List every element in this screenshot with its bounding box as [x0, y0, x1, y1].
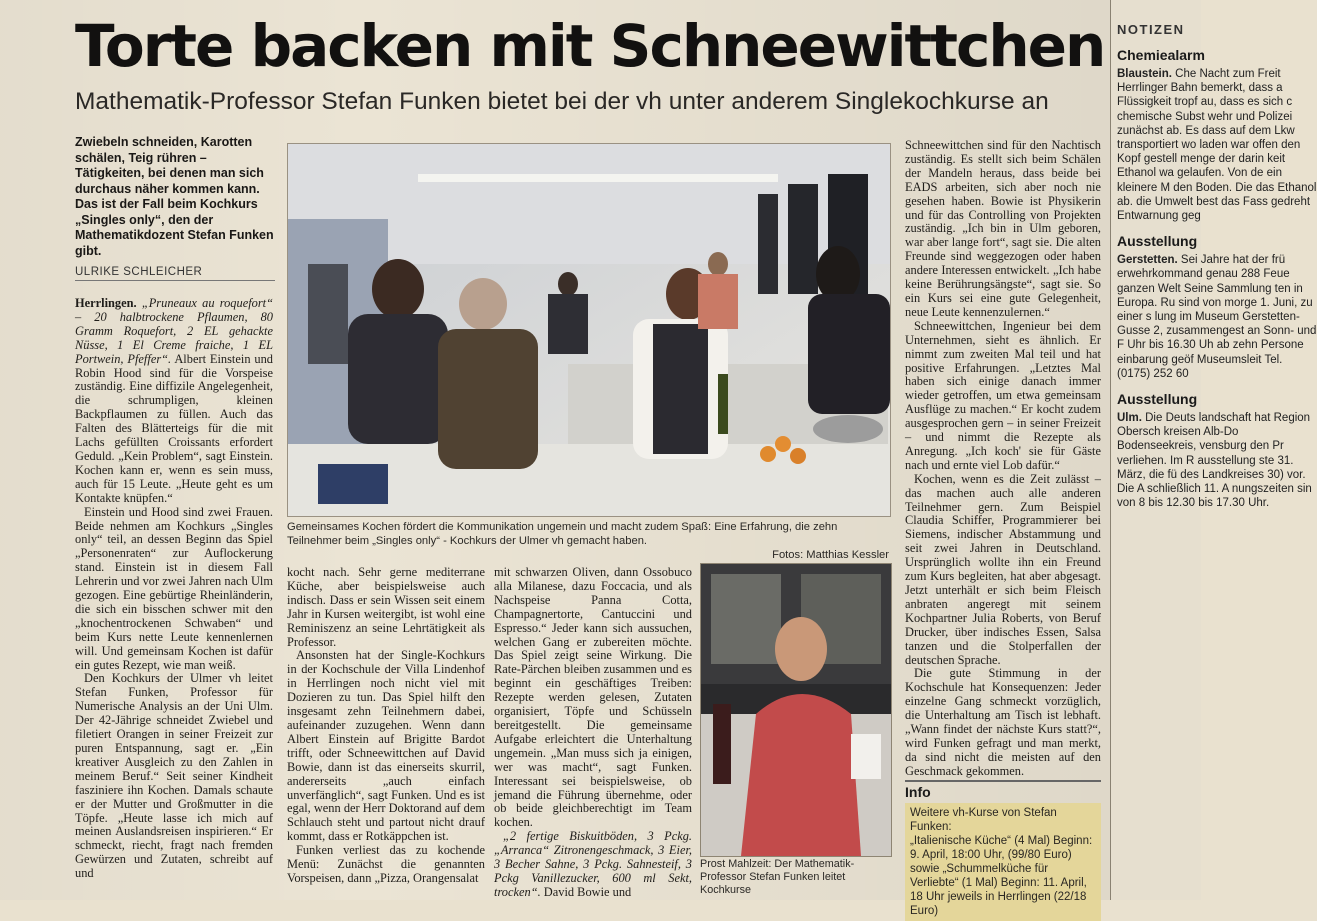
- portrait-photo-caption: Prost Mahlzeit: Der Mathematik-Professor Stefan Funken leitet Kochkurse: [700, 858, 855, 896]
- notice-title: Ausstellung: [1117, 391, 1198, 408]
- paragraph-text: Albert Einstein und Robin Hood sind für die Vorspeise zuständig. Eine diffizile Angelegenheit, die schrumpligen, kleinen Backpflaumen zu füllen. Auch das Falten des Blätterteigs für die mit Lachs gefüllten Croissants erfordert Geduld. „Kein Problem“, sagt Einstein. Kochen kann er, wenn es sein muss, auch für 15 Leute. „Heute geht es um Kontakte knüpfen.“: [75, 351, 273, 505]
- article-column-3: [494, 565, 692, 899]
- paragraph-text: David Bowie und: [543, 884, 632, 899]
- main-photo-caption: [287, 520, 889, 562]
- dateline: Ulm.: [1117, 412, 1142, 425]
- professor-photo-image: [701, 564, 891, 856]
- paragraph: Schneewittchen, Ingenieur bei dem Unternehmen, sieht es ähnlich. Er nimmt zum zweiten Mal teil und hat positive Erfahrungen. „Letztes Mal haben sich einige danach immer wieder getroffen, um etwa gemeinsam Ausflüge zu machen.“ Er kocht zudem ausgesprochen gern – in seiner Freizeit – und nimmt die Rezepte als Anregung. „Ich koch' sie für Gäste nach und ernte viel Lob dafür.“: [905, 318, 1101, 472]
- notizen-column: [1110, 0, 1317, 900]
- notice-text: [1117, 411, 1317, 510]
- article-column-2: [287, 566, 485, 896]
- kitchen-photo-image: [288, 144, 890, 516]
- subheadline: Mathematik-Professor Stefan Funken bietet bei der vh unter anderem Singlekochkurse an: [75, 88, 1049, 115]
- notice-text: [1117, 67, 1317, 223]
- paragraph: Funken verliest das zu kochende Menü: Zunächst die genannten Vorspeisen, dann „Pizza, Orangensalat: [287, 843, 485, 885]
- paragraph: Einstein und Hood sind zwei Frauen. Beide nehmen am Kochkurs „Singles only“ teil, an dessen Beginn das Spiel „Personenraten“ zur Auflockerung stand. Einstein ist in diesem Fall Lehrerin und vor zwei Jahren nach Ulm gezogen. Eine gebürtige Rheinländerin, die sich ein bisschen schwer mit den „knochentrockenen Schwaben“ und beim Kurs nette Leute kennenlernen will. Und gemeinsam Kochen ist dafür ein gutes Rezept, wie man weiß.: [75, 504, 273, 672]
- notice-title: Chemiealarm: [1117, 47, 1205, 63]
- section-label: NOTIZEN: [1117, 22, 1185, 37]
- paragraph: mit schwarzen Oliven, dann Ossobuco alla Milanese, dazu Foccacia, und als Nachspeise Panna Cotta, Champagnertorte, Cantuccini und Espresso.“ Jeder kann sich aussuchen, welchen Gang er zubereiten möchte. Das Spiel zeigt seine Wirkung. Die Rate-Pärchen bleiben zusammen und es beginnt ein geschäftiges Treiben: Rezepte werden gelesen, Zutaten organisiert, Töpfe und Schüsseln bereitgestellt. Die gemeinsame Aufgabe erleichtert die Unterhaltung ungemein. „Man muss sich ja einigen, wer was macht“, sagt Funken. Interessant sei beispielsweise, ob jemand die Führung übernehme, oder ob beide gleichberechtigt im Team kochen.: [494, 565, 692, 830]
- info-body: [905, 803, 1101, 921]
- notice-body: Che Nacht zum Freit Herrlinger Bahn bemerkt, dass a Flüssigkeit tropf au, dass es sich c chemische Subst wehr und Polizei zunächst ab. Es dass auf dem Lkw transportiert wo laden war offen den Kopf gestell menge der darin keit Ethanol wa gelaufen. Von de ein kleinere M den Boden. Die das Ethanol ab. die Umwelt best das Fass gedreht Entwarnung geg: [1117, 68, 1317, 223]
- notizen-content: [1117, 0, 1317, 510]
- paragraph: [75, 297, 273, 506]
- notice-body: Die Deuts landschaft hat Region Obersch kreisen Alb-Do Bodenseekreis, vensburg den Pr verliehen. Im R ausstellung ste 31. März, die fü des Landkreises 30) vor. Die A schließlich 11. A nungszeiten sin von 8 bis 12.30 bis 17.30 Uhr.: [1117, 412, 1312, 510]
- info-box: [905, 780, 1101, 917]
- article-column-1: [75, 297, 273, 897]
- dateline: Gerstetten.: [1117, 254, 1178, 267]
- paragraph: Kochen, wenn es die Zeit zulässt – das machen auch alle anderen Teilnehmer gern. Zum Beispiel Claudia Schiffer, Programmierer bei Siemens, indischer Abstammung und seit zwei Jahren in Deutschland. Ursprünglich wollte ihn ein Freund zum Kurs begleiten, hat aber abgesagt. Jetzt unterhält er sich beim Fleisch anbraten angeregt mit seinem Kochpartner Julia Roberts, von Beruf Drucker, über indisches Essen, Salsa tanzen und die Stolperfallen der deutschen Sprache.: [905, 471, 1101, 667]
- dateline: Blaustein.: [1117, 68, 1172, 80]
- paragraph: kocht nach. Sehr gerne mediterrane Küche, aber beispielsweise auch indisch. Dass er sein Wissen seit einem Jahr in Kursen weitergibt, ist wohl eine Reminiszenz an seine Lehrtätigkeit als Professor.: [287, 565, 485, 649]
- info-title: Info: [905, 780, 1101, 800]
- lead-paragraph: Zwiebeln schneiden, Karotten schälen, Teig rühren – Tätigkeiten, bei denen man sich durchaus näher kommen kann. Das ist der Fall beim Kochkurs „Singles only“, den der Mathematikdozent Stefan Funken gibt.: [75, 135, 274, 258]
- headline: Torte backen mit Schneewittchen: [75, 12, 1105, 80]
- notice-text: [1117, 253, 1317, 381]
- notice-body: Sei Jahre hat der frü erwehrkommand genau 288 Feue ganzen Welt Seine Sammlung ten in Europa. Ru sind von morge 1. Juni, zu einer s lung im Museum Gerstetten-Gusse 2, zusammengest an Sonn- und F Uhr bis 16.30 Uh ab zehn Persone einbarung geöf Museumsleit Tel. (0175) 252 60: [1117, 254, 1317, 380]
- paragraph: Den Kochkurs der Ulmer vh leitet Stefan Funken, Professor für Numerische Analysis an der Uni Ulm. Der 42-Jährige schneidet Zwiebel und filetiert Orangen in seiner Freizeit zur puren Entspannung, sagt er. „Ein kreativer Ausgleich zu den Zahlen in meinem Beruf.“ Seit seiner Kindheit fasziniere ihn Kochen. Damals schaute er der Mutter und Großmutter in die Töpfe. „Heute lasse ich mich auf meinen Auslandsreisen inspirieren.“ Er schmeckt, riecht, fragt nach fremden Gewürzen und Zutaten, schreibt auf und: [75, 671, 273, 881]
- photo-credit: Fotos: Matthias Kessler: [772, 549, 889, 561]
- caption-text: Gemeinsames Kochen fördert die Kommunikation ungemein und macht zudem Spaß: Eine Erfahrung, die zehn Teilnehmer beim „Singles only“ - Kochkurs der Ulmer vh gemacht haben.: [287, 521, 838, 547]
- paragraph: Ansonsten hat der Single-Kochkurs in der Kochschule der Villa Lindenhof in Herrlingen noch nicht viel mit Dozieren zu tun. Das Spiel hilft den insgesamt zehn Teilnehmern dabei, aufeinander zuzugehen. Wenn dann Albert Einstein auf Brigitte Bardot trifft, oder Schneewittchen auf David Bowie, dann ist das einerseits skurril, andererseits „auch einfach unverfänglich“, sagt Funken. Und es ist egal, wenn der Herr Doktorand auf dem Schlauch steht und partout nicht drauf kommt, dass er Rotkäppchen ist.: [287, 648, 485, 844]
- info-intro: Weitere vh-Kurse von Stefan Funken:: [910, 807, 1057, 833]
- article-column-4: [905, 138, 1101, 778]
- main-photo: [287, 143, 891, 517]
- recipe-quote: „2 fertige Biskuitböden, 3 Pckg. „Arranca“ Zitronengeschmack, 3 Eier, 3 Becher Sahne, 3 Pckg. Sahnesteif, 3 Pckg Vanillezucker, 600 ml Sekt, trocken“.: [494, 829, 692, 899]
- byline: ULRIKE SCHLEICHER: [75, 266, 275, 281]
- paragraph: Die gute Stimmung in der Kochschule hat Konsequenzen: Jeder einzelne Gang schmeckt vorzüglich, die Unterhaltung am Tisch ist lebhaft. „Wann findet der nächste Kurs statt?“, wird Funken gefragt und man merkt, da sind nicht die meisten auf den Geschmack gekommen.: [905, 666, 1101, 778]
- dateline: Herrlingen.: [75, 296, 137, 310]
- portrait-photo: [700, 563, 892, 857]
- paragraph: [494, 830, 692, 900]
- info-text: „Italienische Küche“ (4 Mal) Beginn: 9. April, 18:00 Uhr, (99/80 Euro) sowie „Schummelküche für Verliebte“ (1 Mal) Beginn: 11. April, 18 Uhr jeweils in Herrlingen (22/18 Euro): [910, 835, 1093, 917]
- notice-title: Ausstellung: [1117, 233, 1198, 250]
- recipe-quote: „Pruneaux au roquefort“ – 20 halbtrockene Pflaumen, 80 Gramm Roquefort, 2 EL gehackte Nüsse, 1 El Creme fraiche, 1 EL Portwein, Pfeffer“.: [75, 296, 273, 366]
- paragraph: Schneewittchen sind für den Nachtisch zuständig. Es stellt sich beim Schälen der Mandeln heraus, dass beide bei EADS arbeiten, sich aber noch nie gesehen haben. Bowie ist Physikerin und für das Controlling von Projekten zuständig. „Ich bin in Ulm geboren, war aber lange fort“, sagt sie. Die alten Freunde sind weggezogen oder haben andere Interessen entwickelt. „Ich habe keine Berührungsängste“, sagt sie. So ein Kurs sei eine gute Gelegenheit, neue Leute kennenzulernen.“: [905, 138, 1101, 319]
